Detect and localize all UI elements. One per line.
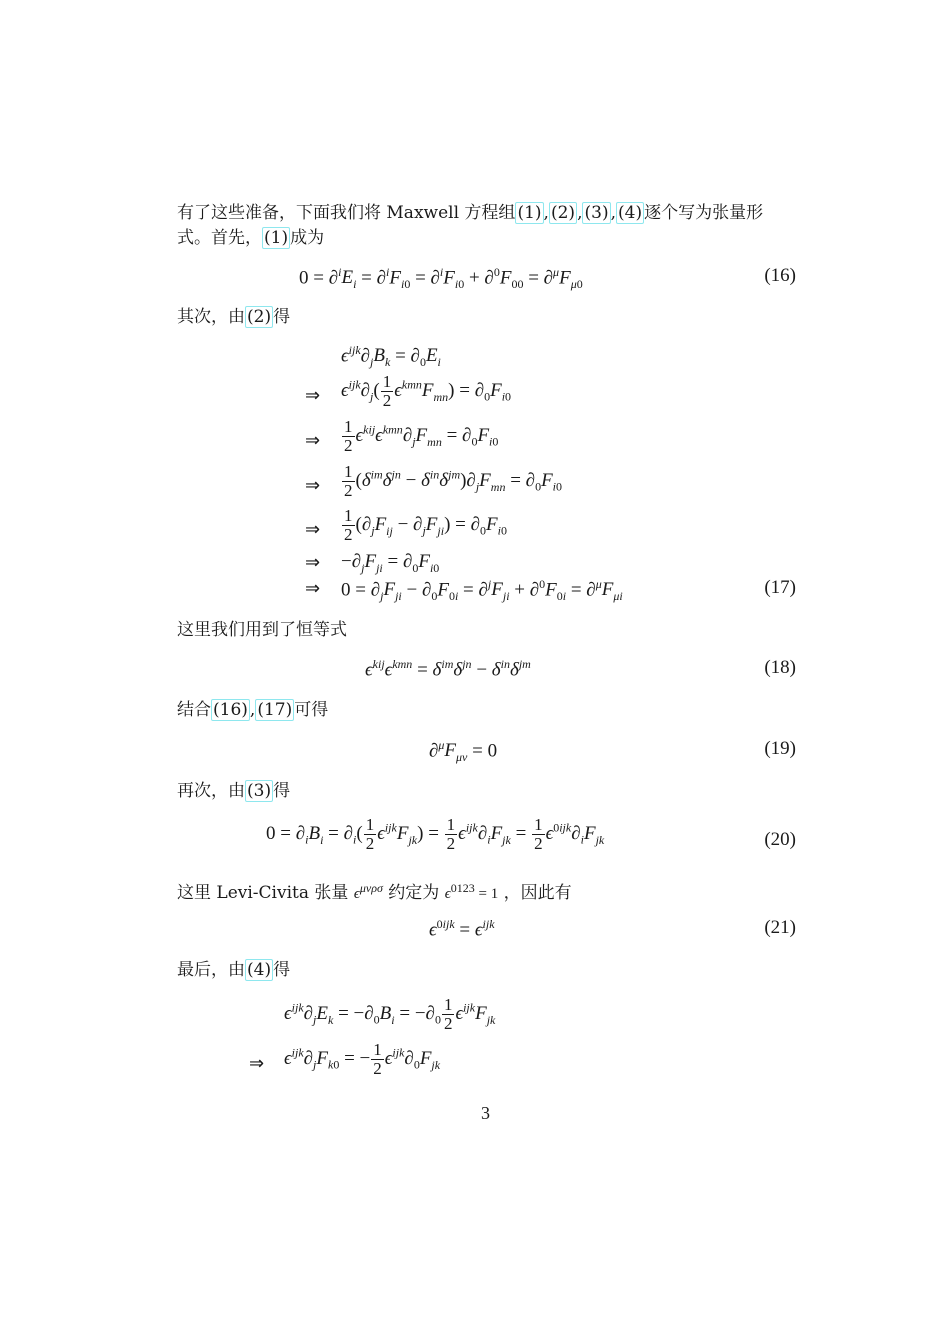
eq-ref-16[interactable]: (16) bbox=[213, 700, 248, 720]
equation-number-20: (20) bbox=[764, 829, 796, 850]
paragraph-identity: 这里我们用到了恒等式 bbox=[177, 620, 347, 640]
paragraph-third: 再次，由 (3) 得 bbox=[177, 781, 291, 801]
final-derivation-line-2: $\epsilon^{ijk}\partial_jF_{k0}$ = − $\frac{1}{2}$ $\epsilon^{ijk}\partial_0F_{jk}$ bbox=[284, 1040, 441, 1078]
implies-arrow: ⇒ bbox=[305, 430, 321, 451]
paragraph-second: 其次，由 (2) 得 bbox=[177, 307, 291, 327]
eq-ref-1b[interactable]: (1) bbox=[264, 228, 289, 248]
derivation-line-4: $\frac{1}{2}$ $(\delta^{im}\delta^{jn} - \delta^{in}\delta^{jm})\partial_jF_{mn} = \partial_0F_{i0}$ bbox=[344, 462, 563, 500]
equation-16: $0 = \partial^iE_i = \partial^iF_{i0} = \partial^iF_{i0} + \partial^0F_{00} = \partial^\mu F_{\mu 0}$ bbox=[299, 265, 583, 292]
equation-21: $\epsilon^{0ijk} = \epsilon^{ijk}$ bbox=[429, 917, 495, 941]
eq-ref-3b[interactable]: (3) bbox=[247, 781, 272, 801]
derivation-line-1: $\epsilon^{ijk}\partial_jB_k = \partial_0E_i$ bbox=[341, 343, 441, 370]
implies-arrow: ⇒ bbox=[305, 475, 321, 496]
derivation-line-2: $\epsilon^{ijk}\partial_j$( $\frac{1}{2}$ $\epsilon^{kmn}F_{mn}) = \partial_0F_{i0}$ bbox=[341, 372, 512, 410]
equation-number-18: (18) bbox=[764, 657, 796, 678]
implies-arrow: ⇒ bbox=[305, 552, 321, 573]
eq-ref-4[interactable]: (4) bbox=[617, 203, 643, 223]
paragraph-levi-civita: 这里 Levi-Civita 张量 $\epsilon^{\mu\nu\rho\sigma}$ 约定为 $\epsilon^{0123} = 1$ ，因此有 bbox=[177, 881, 572, 903]
equation-20: $0 = \partial_iB_i = \partial_i$( $\frac{1}{2}$ $\epsilon^{ijk}F_{jk}$) = $\frac{1}{2}$ $\epsilon^{ijk}\partial_iF_{jk}$ = $\frac{1}{2}$ $\epsilon^{0ijk}\partial_iF_{jk}$ bbox=[266, 815, 605, 853]
equation-18: $\epsilon^{kij}\epsilon^{kmn} = \delta^{im}\delta^{jn} - \delta^{in}\delta^{jm}$ bbox=[365, 657, 531, 681]
eq-ref-3[interactable]: (3) bbox=[584, 203, 609, 223]
derivation-line-6: $-\partial_jF_{ji} = \partial_0F_{i0}$ bbox=[341, 551, 440, 575]
equation-19: $\partial^\mu F_{\mu\nu} = 0$ bbox=[429, 738, 498, 765]
equation-number-16: (16) bbox=[764, 265, 796, 286]
derivation-line-5: $\frac{1}{2}$ $(\partial_jF_{ij} - \partial_jF_{ji}) = \partial_0F_{i0}$ bbox=[344, 506, 507, 544]
page-number: 3 bbox=[481, 1103, 490, 1123]
implies-arrow: ⇒ bbox=[305, 519, 321, 540]
intro-text: 有了这些准备，下面我们将 Maxwell 方程组 bbox=[177, 203, 516, 223]
implies-arrow: ⇒ bbox=[305, 578, 321, 599]
eq-ref-17[interactable]: (17) bbox=[257, 700, 293, 720]
intro-line-1: 有了这些准备，下面我们将 Maxwell 方程组 (1) , (2) , (3) , (4) 逐个写为张量形 bbox=[177, 203, 764, 223]
eq-ref-2[interactable]: (2) bbox=[550, 203, 576, 223]
implies-arrow: ⇒ bbox=[249, 1053, 265, 1074]
eq-ref-4b[interactable]: (4) bbox=[247, 960, 272, 980]
eq-ref-1[interactable]: (1) bbox=[517, 203, 542, 223]
derivation-line-3: $\frac{1}{2}$ $\epsilon^{kij}\epsilon^{kmn}\partial_jF_{mn} = \partial_0F_{i0}$ bbox=[344, 417, 499, 455]
equation-number-17: (17) bbox=[764, 577, 796, 598]
derivation-line-7: $0 = \partial_jF_{ji} - \partial_0F_{0i} = \partial^jF_{ji} + \partial^0F_{0i} = \partial^\mu F_{\mu i}$ bbox=[341, 577, 623, 604]
paragraph-combine: 结合 (16) , (17) 可得 bbox=[177, 700, 329, 720]
implies-arrow: ⇒ bbox=[305, 385, 321, 406]
intro-text-end: 逐个写为张量形 bbox=[644, 203, 764, 223]
intro-line-2: 式。首先， (1) 成为 bbox=[177, 228, 325, 248]
eq-ref-2b[interactable]: (2) bbox=[247, 307, 272, 327]
paragraph-last: 最后，由 (4) 得 bbox=[177, 960, 291, 980]
equation-number-19: (19) bbox=[764, 738, 796, 759]
equation-number-21: (21) bbox=[764, 917, 796, 938]
final-derivation-line-1: $\epsilon^{ijk}\partial_jE_k = -\partial_0B_i = -\partial_0$ $\frac{1}{2}$ $\epsilon^{ijk}F_{jk}$ bbox=[284, 995, 496, 1033]
